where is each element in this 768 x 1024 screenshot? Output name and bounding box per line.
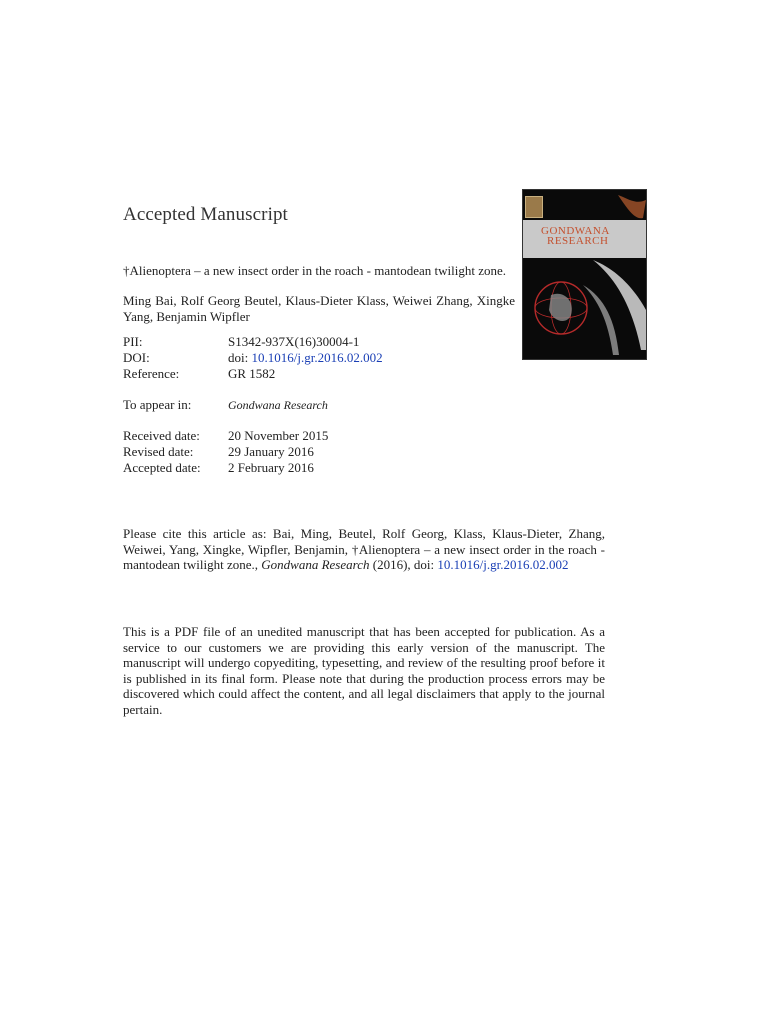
accepted-value: 2 February 2016 bbox=[228, 460, 314, 475]
pii-row bbox=[123, 334, 383, 350]
revised-label: Revised date: bbox=[123, 444, 194, 459]
dates-block bbox=[123, 428, 328, 476]
reference-row bbox=[123, 366, 383, 382]
page-heading: Accepted Manuscript bbox=[123, 204, 288, 225]
revised-row bbox=[123, 444, 328, 460]
cover-journal-line1: GONDWANA bbox=[541, 225, 610, 237]
doi-label: DOI: bbox=[123, 350, 150, 365]
received-label: Received date: bbox=[123, 428, 200, 443]
cover-wing-mid bbox=[583, 285, 619, 355]
journal-cover-image bbox=[522, 189, 647, 360]
reference-label: Reference: bbox=[123, 366, 180, 381]
author-list: Ming Bai, Rolf Georg Beutel, Klaus-Dieter Klass, Weiwei Zhang, Xingke Yang, Benjamin Wipfler bbox=[123, 293, 515, 324]
article-title: †Alienoptera – a new insect order in the roach - mantodean twilight zone. bbox=[123, 263, 507, 278]
received-row bbox=[123, 428, 328, 444]
appear-row bbox=[123, 397, 328, 413]
doi-value-wrap bbox=[228, 350, 383, 366]
received-value: 20 November 2015 bbox=[228, 428, 329, 443]
cover-continent bbox=[549, 294, 572, 321]
citation-text-b: (2016), doi: bbox=[369, 557, 438, 572]
citation-journal: Gondwana Research bbox=[261, 557, 370, 572]
cover-flame bbox=[618, 195, 646, 218]
doi-row bbox=[123, 350, 383, 366]
doi-link[interactable]: 10.1016/j.gr.2016.02.002 bbox=[251, 350, 383, 365]
appear-journal: Gondwana Research bbox=[228, 398, 328, 412]
pii-value: S1342-937X(16)30004-1 bbox=[228, 334, 360, 349]
identifier-block bbox=[123, 334, 383, 382]
doi-prefix: doi: bbox=[228, 350, 249, 365]
appear-label: To appear in: bbox=[123, 397, 192, 412]
disclaimer-paragraph: This is a PDF file of an unedited manuscript that has been accepted for publication. As a service to our customers we are providing this early version of the manuscript. The manuscript will undergo copyediting, typesetting, and review of the resulting proof before it is published in its final form. Please note that during the production process errors may be discovered which could affect the content, and all legal disclaimers that apply to the journal pertain. bbox=[123, 624, 605, 717]
citation-text-a: Please cite this article as: Bai, Ming, Beutel, Rolf Georg, Klass, Klaus-Dieter, Zhang, Weiwei, Yang, Xingke, Wipfler, Benjamin, †Alienoptera – a new insect order in the roach - mantodean twilight zone., bbox=[123, 526, 605, 572]
accepted-row bbox=[123, 460, 328, 476]
pii-label: PII: bbox=[123, 334, 143, 349]
cover-artwork bbox=[523, 190, 646, 359]
revised-value: 29 January 2016 bbox=[228, 444, 314, 459]
citation-doi-link[interactable]: 10.1016/j.gr.2016.02.002 bbox=[437, 557, 569, 572]
cover-journal-line2: RESEARCH bbox=[547, 235, 609, 247]
citation-paragraph bbox=[123, 526, 605, 573]
accepted-label: Accepted date: bbox=[123, 460, 201, 475]
reference-value: GR 1582 bbox=[228, 366, 276, 381]
appear-block bbox=[123, 397, 328, 413]
